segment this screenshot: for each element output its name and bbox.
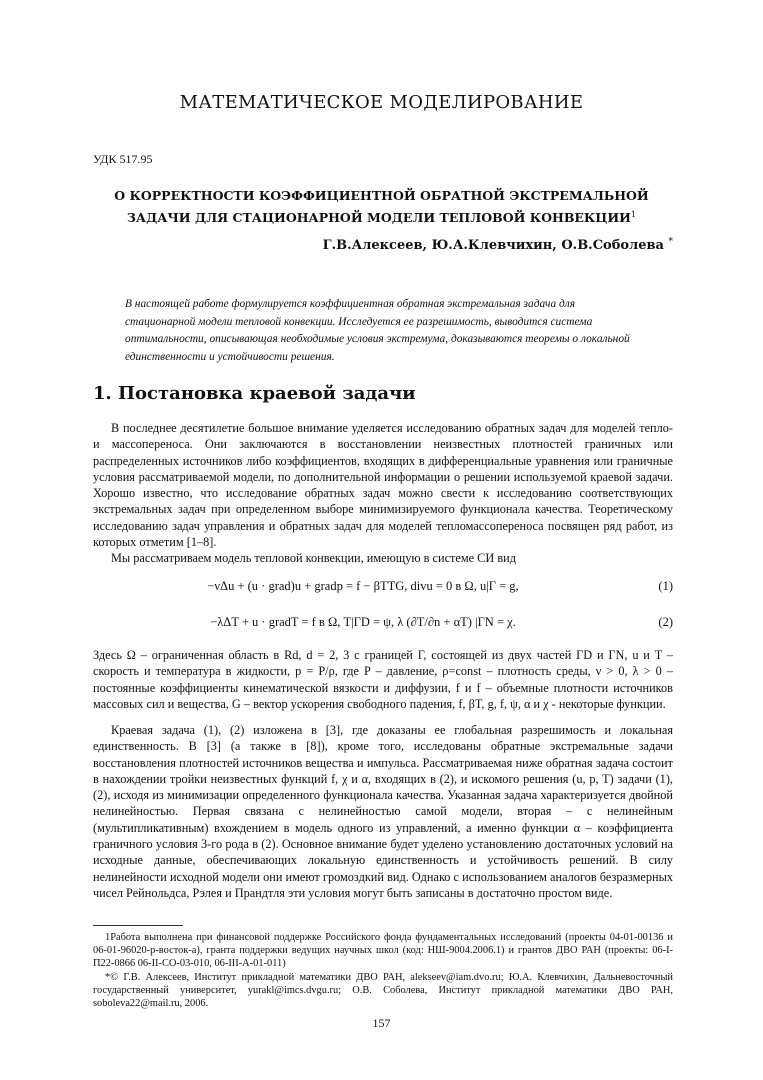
footnote-rule — [93, 925, 183, 926]
body-paragraph — [93, 722, 673, 901]
equation-2 — [93, 615, 673, 633]
section-heading: 1. Постановка краевой задачи — [93, 383, 416, 404]
paper-title-text: О КОРРЕКТНОСТИ КОЭФФИЦИЕНТНОЙ ОБРАТНОЙ ЭКСТРЕМАЛЬНОЙ ЗАДАЧИ ДЛЯ СТАЦИОНАРНОЙ МОДЕЛИ ТЕПЛОВОЙ КОНВЕКЦИИ — [114, 188, 649, 225]
authors-text: Г.В.Алексеев, Ю.А.Клевчихин, О.В.Соболева — [322, 238, 664, 253]
equation-2-text: −λΔT + u · gradT = f в Ω, T|ΓD = ψ, λ (∂T/∂n + αT) |ΓN = χ. — [210, 615, 516, 629]
body-paragraph — [93, 420, 673, 550]
paper-title — [88, 186, 675, 227]
footnotes — [93, 931, 673, 1010]
page-number: 157 — [372, 1016, 391, 1030]
paragraph-3: Здесь Ω – ограниченная область в Rd, d = 2, 3 с границей Γ, состоящей из двух частей ΓD и ΓN, u и T – скорость и температура в жидкости, p = P/ρ, где P – давление, ρ=const – плотность среды, ν > 0, λ > 0 – постоянные коэффициенты кинематической вязкости и диффузии, f и f – объемные плотности источников массовых сил и вещества, G – вектор ускорения свободного падения, f, βT, g, f, ψ, α и χ - некоторые функции. — [93, 648, 673, 711]
paragraph-2: Мы рассматриваем модель тепловой конвекции, имеющую в системе СИ вид — [111, 551, 516, 565]
title-footnote-mark: 1 — [630, 210, 637, 219]
footnote-2: *© Г.В. Алексеев, Институт прикладной математики ДВО РАН, alekseev@iam.dvo.ru; Ю.А. Клевчихин, Дальневосточный государственный университет, yurakl@imcs.dvgu.ru; О.В. Соболева, Институт прикладной математики ДВО РАН, soboleva22@mail.ru, 2006. — [93, 971, 673, 1010]
equation-1-number: (1) — [658, 579, 673, 593]
body-paragraph — [93, 647, 673, 712]
equation-2-number: (2) — [658, 615, 673, 629]
paragraph-1: В последнее десятилетие большое внимание уделяется исследованию обратных задач для моделей тепло- и массопереноса. Они заключаются в восстановлении неизвестных плотностей граничных или распределенных источников либо коэффициентов, входящих в дифференциальные уравнения или граничные условия рассматриваемой модели, по дополнительной информации о решении используемой краевой задачи. Хорошо известно, что исследование обратных задач можно свести к исследованию соответствующих экстремальных задач при определенном выборе минимизируемого функционала качества. Теоретическому исследованию задач управления и обратных задач для моделей тепломассопереноса посвящен ряд работ, из которых отметим [1–8]. — [93, 421, 673, 550]
footnote-1: 1Работа выполнена при финансовой поддержке Российского фонда фундаментальных исследований (проекты 04-01-00136 и 06-01-96020-р-восток-а), гранта поддержки ведущих научных школ (код: НШ-9004.2006.1) и грантов ДВО РАН (проекты: 06-I-П22-0866 06-II-СО-03-010, 06-III-А-01-011) — [93, 932, 673, 970]
equation-1-text: −νΔu + (u · grad)u + gradp = f − βTTG, divu = 0 в Ω, u|Γ = g, — [207, 579, 519, 593]
udk-code: УДК 517.95 — [93, 152, 153, 166]
authors — [323, 237, 673, 253]
journal-section-header: МАТЕМАТИЧЕСКОЕ МОДЕЛИРОВАНИЕ — [179, 92, 584, 113]
body-paragraph — [93, 550, 673, 566]
equation-1 — [93, 579, 673, 597]
paragraph-4: Краевая задача (1), (2) изложена в [3], где доказаны ее глобальная разрешимость и локальная единственность. В [3] (а также в [8]), кроме того, исследованы обратные экстремальные задачи восстановления плотностей источников вещества и импульса. Рассматриваемая ниже обратная задача состоит в нахождении тройки неизвестных функций f, χ и α, входящих в (2), и искомого решения (u, p, T) задачи (1), (2), исходя из минимизации определенного функционала качества. Указанная задача характеризуется двойной нелинейностью. Первая связана с нелинейностью самой модели, вторая – с нелинейным (мультипликативным) вхождением в модель одного из управлений, а именно функции α – коэффициента граничного условия 3-го рода в (2). Основное внимание будет уделено установлению достаточных условий на исходные данные, обеспечивающих локальную единственность и устойчивость решений. В силу нелинейности исходной модели они имеют громоздкий вид. Однако с использованием аналогов безразмерных чисел Рейнольдса, Рэлея и Прандтля эти условия могут быть записаны в достаточно простом виде. — [93, 723, 673, 900]
authors-footnote-mark: * — [668, 237, 673, 247]
abstract: В настоящей работе формулируется коэффициентная обратная экстремальная задача для стационарной модели тепловой конвекции. Исследуется ее разрешимость, выводится система оптимальности, описывающая необходимые условия экстремума, доказываются теоремы о локальной единственности и устойчивости решения. — [125, 298, 630, 363]
